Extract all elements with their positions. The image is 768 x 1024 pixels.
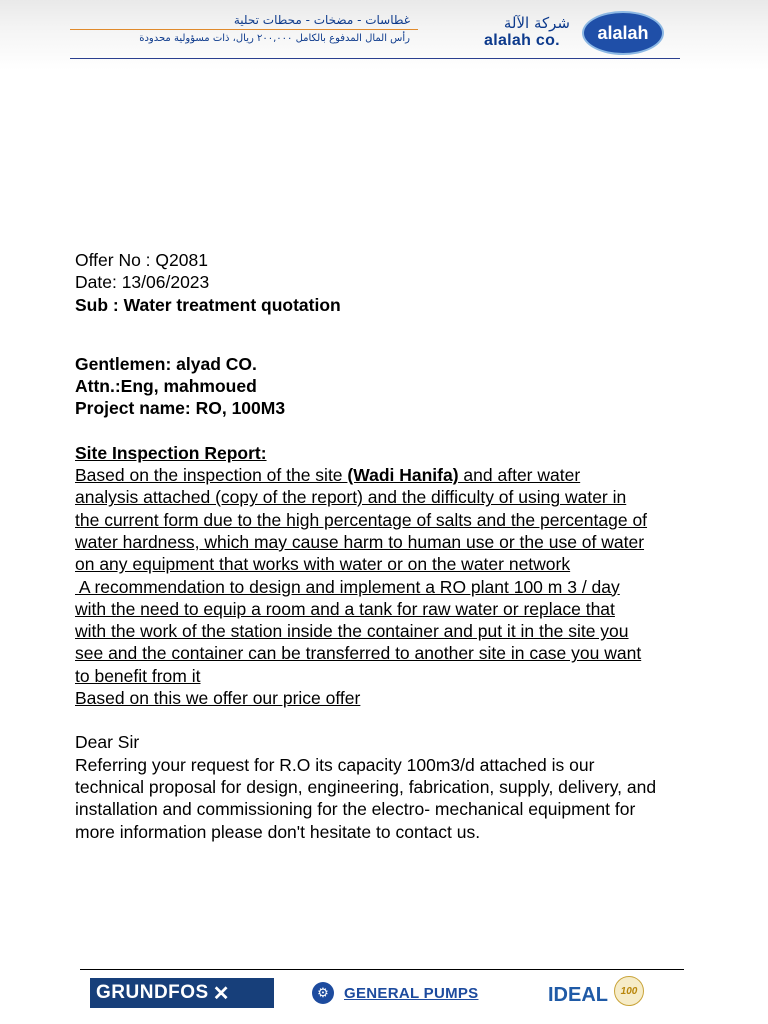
company-name-arabic: شركة الآلة <box>503 14 570 32</box>
letter-line: Referring your request for R.O its capacity 100m3/d attached is our <box>75 754 595 775</box>
letter-greeting: Dear Sir <box>75 732 140 753</box>
header-divider-blue <box>70 58 680 59</box>
company-name-block <box>484 14 574 50</box>
report-line <box>75 464 725 486</box>
site-name: (Wadi Hanifa) <box>347 465 459 486</box>
offer-subject: Sub : Water treatment quotation <box>75 294 341 315</box>
project-name: Project name: RO, 100M3 <box>75 398 286 419</box>
letter-line: more information please don't hesitate to contact us. <box>75 821 481 842</box>
report-line-end: and after water <box>458 465 581 486</box>
header-divider-orange <box>70 29 418 30</box>
general-pumps-text: GENERAL PUMPS <box>344 984 479 1002</box>
report-line: A recommendation to design and implement a RO plant 100 m 3 / day <box>75 576 620 597</box>
company-header-arabic <box>70 12 410 52</box>
ideal-text: IDEAL <box>548 983 608 1006</box>
ideal-logo <box>548 974 668 1008</box>
spacer <box>75 709 725 731</box>
anniversary-badge-icon: 100 <box>614 976 644 1006</box>
alalah-logo-text: alalah <box>597 22 649 43</box>
offer-date: Date: 13/06/2023 <box>75 272 210 293</box>
report-line: water hardness, which may cause harm to human use or the use of water <box>75 531 645 552</box>
alalah-logo <box>582 11 664 55</box>
report-line: to benefit from it <box>75 665 201 686</box>
report-line: Based on this we offer our price offer <box>75 688 361 709</box>
grundfos-mark-icon: ✕ <box>212 982 230 1005</box>
report-line: see and the container can be transferred to another site in case you want <box>75 643 642 664</box>
company-name-english: alalah co. <box>484 32 560 49</box>
client-name: alyad CO. <box>171 353 257 374</box>
spacer <box>75 420 725 442</box>
report-line-start: Based on the inspection of the site <box>75 465 348 486</box>
general-pumps-logo <box>312 981 478 1005</box>
spacer <box>75 316 725 353</box>
attention-line: Attn.:Eng, mahmoued <box>75 376 257 397</box>
grundfos-logo <box>90 978 274 1008</box>
report-line: on any equipment that works with water or on the water network <box>75 554 571 575</box>
letter-line: installation and commissioning for the electro- mechanical equipment for <box>75 799 636 820</box>
report-line: the current form due to the high percentage of salts and the percentage of <box>75 509 648 530</box>
grundfos-text: GRUNDFOS <box>96 982 209 1003</box>
report-line: with the need to equip a room and a tank for raw water or replace that <box>75 598 615 619</box>
gentlemen-line <box>75 353 725 375</box>
offer-number: Offer No : Q2081 <box>75 250 208 270</box>
report-heading: Site Inspection Report: <box>75 442 267 463</box>
gentlemen-label: Gentlemen: <box>75 353 172 374</box>
letter-body <box>75 249 725 843</box>
letter-line: technical proposal for design, engineering, fabrication, supply, delivery, and <box>75 776 657 797</box>
report-line: with the work of the station inside the container and put it in the site you <box>75 621 629 642</box>
header-capital-line: رأس المال المدفوع بالكامل ٢٠٠,٠٠٠ ريال، ذات مسؤولية محدودة <box>139 33 410 44</box>
pump-icon: ⚙ <box>312 982 334 1004</box>
footer-divider <box>80 969 684 970</box>
report-line: analysis attached (copy of the report) and the difficulty of using water in <box>75 487 627 508</box>
header-services-line: غطاسات - مضخات - محطات تحلية <box>233 13 410 27</box>
